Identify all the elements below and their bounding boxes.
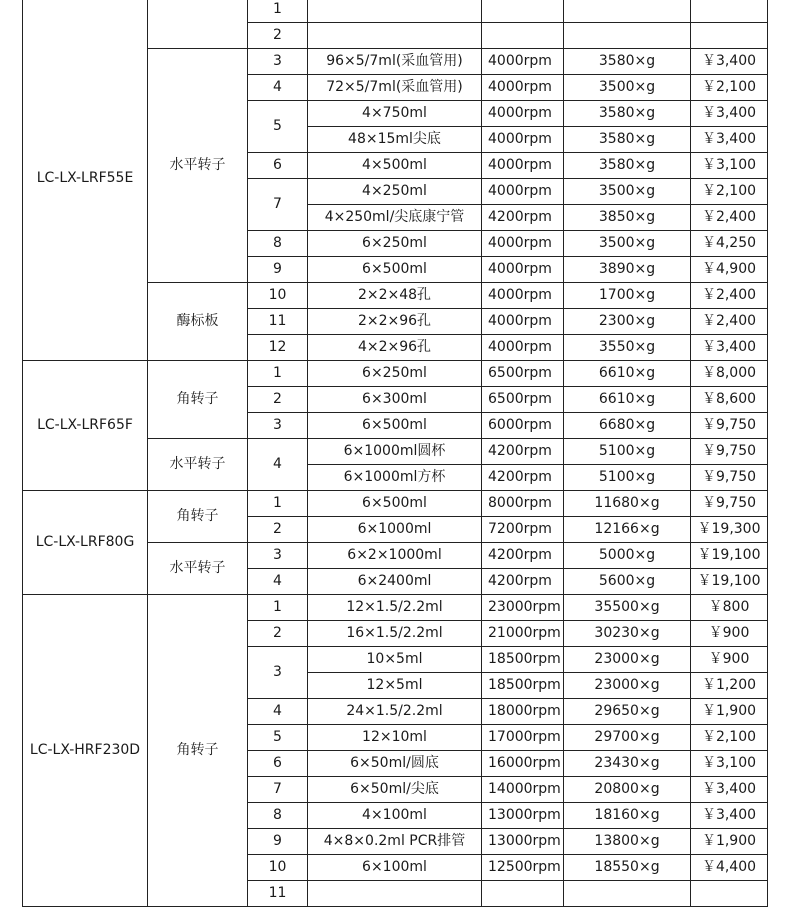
max-speed-cell: 18500rpm [482,647,564,673]
price-cell: ￥19,300 [691,517,768,543]
max-speed-cell [482,881,564,907]
rotor-number-cell: 8 [248,803,308,829]
price-cell: ￥9,750 [691,439,768,465]
price-cell: ￥3,400 [691,127,768,153]
price-cell: ￥9,750 [691,413,768,439]
capacity-cell: 4×250ml [308,179,482,205]
max-rcf-cell: 35500×g [564,595,691,621]
rotor-number-cell: 1 [248,595,308,621]
max-speed-cell: 14000rpm [482,777,564,803]
max-speed-cell: 4000rpm [482,309,564,335]
max-speed-cell: 4000rpm [482,257,564,283]
rotor-price-table [22,0,768,907]
table-row [23,0,768,23]
capacity-cell: 6×500ml [308,413,482,439]
rotor-number-cell: 3 [248,413,308,439]
max-rcf-cell: 3580×g [564,49,691,75]
max-speed-cell: 4000rpm [482,127,564,153]
capacity-cell: 12×1.5/2.2ml [308,595,482,621]
price-cell: ￥900 [691,647,768,673]
capacity-cell: 6×500ml [308,491,482,517]
max-speed-cell: 4000rpm [482,179,564,205]
max-speed-cell: 4200rpm [482,569,564,595]
max-rcf-cell: 23000×g [564,673,691,699]
rotor-number-cell: 9 [248,257,308,283]
rotor-type-cell: 角转子 [148,361,248,439]
price-cell: ￥3,400 [691,101,768,127]
max-rcf-cell: 6680×g [564,413,691,439]
price-cell [691,23,768,49]
max-rcf-cell: 11680×g [564,491,691,517]
price-cell: ￥4,400 [691,855,768,881]
max-rcf-cell: 13800×g [564,829,691,855]
price-cell: ￥2,100 [691,179,768,205]
max-rcf-cell: 5100×g [564,439,691,465]
max-speed-cell: 18500rpm [482,673,564,699]
max-rcf-cell: 5600×g [564,569,691,595]
price-cell: ￥2,400 [691,205,768,231]
rotor-number-cell: 2 [248,23,308,49]
max-speed-cell: 4200rpm [482,543,564,569]
max-rcf-cell: 6610×g [564,387,691,413]
max-speed-cell [482,0,564,23]
max-rcf-cell: 3500×g [564,75,691,101]
rotor-number-cell: 10 [248,283,308,309]
max-rcf-cell: 12166×g [564,517,691,543]
price-cell: ￥19,100 [691,569,768,595]
max-rcf-cell: 18550×g [564,855,691,881]
capacity-cell: 6×1000ml圆杯 [308,439,482,465]
price-cell: ￥900 [691,621,768,647]
max-speed-cell: 23000rpm [482,595,564,621]
capacity-cell: 6×500ml [308,257,482,283]
rotor-number-cell: 6 [248,751,308,777]
price-cell: ￥1,900 [691,699,768,725]
price-cell: ￥8,000 [691,361,768,387]
capacity-cell: 96×5/7ml(采血管用) [308,49,482,75]
max-rcf-cell: 3890×g [564,257,691,283]
capacity-cell: 16×1.5/2.2ml [308,621,482,647]
rotor-type-cell [148,0,248,49]
rotor-type-cell: 角转子 [148,595,248,907]
capacity-cell: 4×100ml [308,803,482,829]
max-rcf-cell: 20800×g [564,777,691,803]
max-speed-cell: 4000rpm [482,335,564,361]
rotor-number-cell: 3 [248,647,308,699]
max-rcf-cell: 29650×g [564,699,691,725]
rotor-number-cell: 11 [248,309,308,335]
rotor-number-cell: 5 [248,725,308,751]
max-speed-cell: 4200rpm [482,465,564,491]
capacity-cell: 6×300ml [308,387,482,413]
capacity-cell: 4×250ml/尖底康宁管 [308,205,482,231]
rotor-number-cell: 6 [248,153,308,179]
price-cell: ￥800 [691,595,768,621]
price-cell: ￥4,250 [691,231,768,257]
rotor-number-cell: 3 [248,543,308,569]
max-rcf-cell: 3580×g [564,153,691,179]
rotor-number-cell: 10 [248,855,308,881]
max-rcf-cell: 23000×g [564,647,691,673]
rotor-number-cell: 2 [248,387,308,413]
max-speed-cell: 17000rpm [482,725,564,751]
rotor-type-cell: 水平转子 [148,439,248,491]
max-speed-cell: 4200rpm [482,439,564,465]
capacity-cell: 6×1000ml [308,517,482,543]
max-speed-cell [482,23,564,49]
rotor-type-cell: 角转子 [148,491,248,543]
price-cell: ￥2,100 [691,75,768,101]
max-speed-cell: 8000rpm [482,491,564,517]
max-speed-cell: 4200rpm [482,205,564,231]
capacity-cell: 6×2400ml [308,569,482,595]
max-speed-cell: 13000rpm [482,829,564,855]
max-speed-cell: 4000rpm [482,101,564,127]
capacity-cell: 12×5ml [308,673,482,699]
table-row [23,595,768,621]
max-speed-cell: 4000rpm [482,153,564,179]
rotor-type-cell: 酶标板 [148,283,248,361]
rotor-type-cell: 水平转子 [148,49,248,283]
price-cell: ￥2,400 [691,309,768,335]
rotor-number-cell: 4 [248,439,308,491]
max-rcf-cell: 3580×g [564,101,691,127]
rotor-number-cell: 1 [248,491,308,517]
price-cell: ￥9,750 [691,465,768,491]
max-rcf-cell [564,0,691,23]
model-name-cell: LC-LX-LRF65F [23,361,148,491]
max-rcf-cell: 29700×g [564,725,691,751]
price-cell: ￥8,600 [691,387,768,413]
max-rcf-cell [564,881,691,907]
table-row [23,491,768,517]
capacity-cell: 2×2×96孔 [308,309,482,335]
max-speed-cell: 6500rpm [482,361,564,387]
capacity-cell: 2×2×48孔 [308,283,482,309]
rotor-number-cell: 4 [248,699,308,725]
max-rcf-cell: 30230×g [564,621,691,647]
capacity-cell: 4×2×96孔 [308,335,482,361]
price-cell: ￥1,900 [691,829,768,855]
capacity-cell [308,0,482,23]
capacity-cell: 24×1.5/2.2ml [308,699,482,725]
rotor-type-cell: 水平转子 [148,543,248,595]
capacity-cell: 4×500ml [308,153,482,179]
price-cell: ￥4,900 [691,257,768,283]
price-cell: ￥3,100 [691,153,768,179]
max-rcf-cell: 18160×g [564,803,691,829]
max-rcf-cell: 2300×g [564,309,691,335]
capacity-cell: 4×8×0.2ml PCR排管 [308,829,482,855]
max-rcf-cell: 3500×g [564,231,691,257]
price-cell: ￥3,400 [691,803,768,829]
rotor-number-cell: 8 [248,231,308,257]
price-cell: ￥9,750 [691,491,768,517]
max-rcf-cell: 3580×g [564,127,691,153]
rotor-number-cell: 7 [248,179,308,231]
capacity-cell: 6×1000ml方杯 [308,465,482,491]
model-name-cell: LC-LX-LRF55E [23,0,148,361]
max-rcf-cell: 3500×g [564,179,691,205]
price-cell: ￥3,400 [691,335,768,361]
capacity-cell: 48×15ml尖底 [308,127,482,153]
max-speed-cell: 12500rpm [482,855,564,881]
price-cell: ￥3,100 [691,751,768,777]
capacity-cell: 6×2×1000ml [308,543,482,569]
rotor-number-cell: 2 [248,621,308,647]
max-speed-cell: 6500rpm [482,387,564,413]
capacity-cell: 72×5/7ml(采血管用) [308,75,482,101]
capacity-cell: 6×250ml [308,361,482,387]
capacity-cell: 6×50ml/圆底 [308,751,482,777]
capacity-cell: 6×250ml [308,231,482,257]
max-rcf-cell: 23430×g [564,751,691,777]
max-rcf-cell: 3850×g [564,205,691,231]
capacity-cell: 4×750ml [308,101,482,127]
rotor-number-cell: 11 [248,881,308,907]
max-speed-cell: 4000rpm [482,49,564,75]
max-rcf-cell [564,23,691,49]
rotor-number-cell: 1 [248,361,308,387]
max-speed-cell: 4000rpm [482,283,564,309]
price-cell: ￥2,100 [691,725,768,751]
rotor-number-cell: 4 [248,75,308,101]
max-rcf-cell: 3550×g [564,335,691,361]
max-speed-cell: 16000rpm [482,751,564,777]
capacity-cell: 10×5ml [308,647,482,673]
rotor-number-cell: 1 [248,0,308,23]
table-row [23,361,768,387]
max-rcf-cell: 1700×g [564,283,691,309]
max-rcf-cell: 5000×g [564,543,691,569]
capacity-cell: 6×100ml [308,855,482,881]
rotor-number-cell: 5 [248,101,308,153]
rotor-number-cell: 4 [248,569,308,595]
price-cell: ￥1,200 [691,673,768,699]
price-cell [691,0,768,23]
price-cell: ￥3,400 [691,777,768,803]
max-speed-cell: 21000rpm [482,621,564,647]
model-name-cell: LC-LX-HRF230D [23,595,148,907]
max-speed-cell: 7200rpm [482,517,564,543]
max-speed-cell: 4000rpm [482,75,564,101]
max-speed-cell: 6000rpm [482,413,564,439]
model-name-cell: LC-LX-LRF80G [23,491,148,595]
rotor-number-cell: 9 [248,829,308,855]
capacity-cell [308,881,482,907]
rotor-number-cell: 2 [248,517,308,543]
price-cell: ￥2,400 [691,283,768,309]
price-cell: ￥19,100 [691,543,768,569]
max-speed-cell: 18000rpm [482,699,564,725]
rotor-number-cell: 12 [248,335,308,361]
max-rcf-cell: 6610×g [564,361,691,387]
rotor-number-cell: 3 [248,49,308,75]
rotor-number-cell: 7 [248,777,308,803]
max-speed-cell: 4000rpm [482,231,564,257]
max-speed-cell: 13000rpm [482,803,564,829]
capacity-cell [308,23,482,49]
max-rcf-cell: 5100×g [564,465,691,491]
price-cell [691,881,768,907]
price-cell: ￥3,400 [691,49,768,75]
capacity-cell: 12×10ml [308,725,482,751]
capacity-cell: 6×50ml/尖底 [308,777,482,803]
